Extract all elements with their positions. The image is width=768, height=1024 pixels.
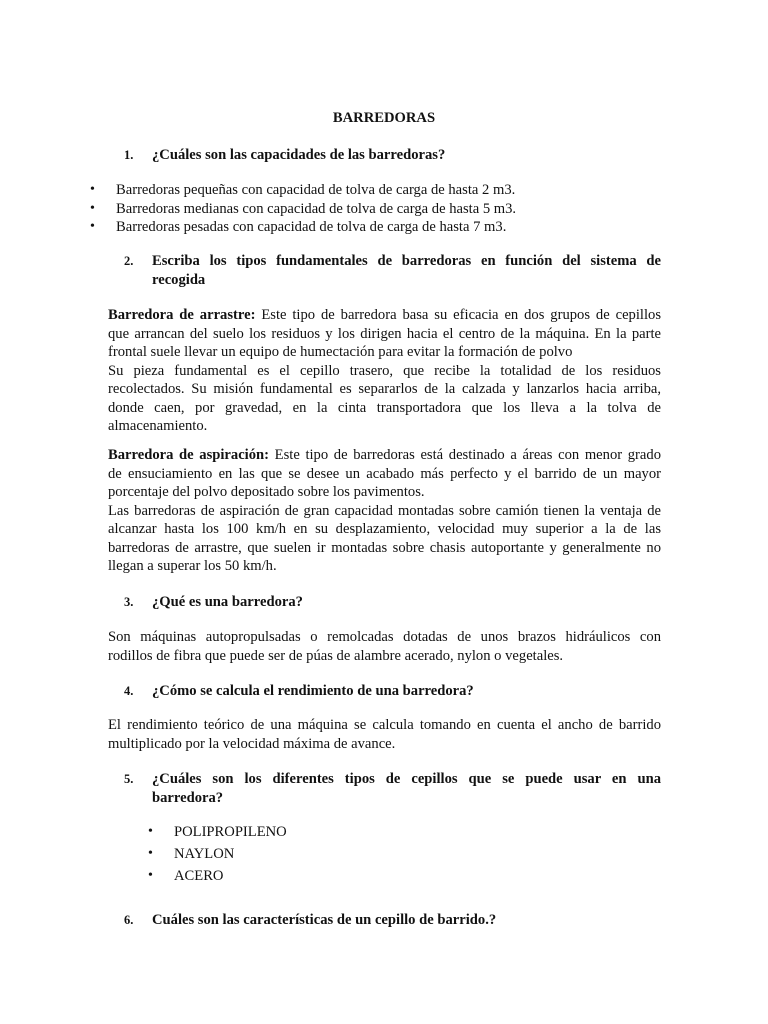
- brush-types-list: [148, 823, 548, 889]
- paragraph-answer-4: El rendimiento teórico de una máquina se calcula tomando en cuenta el ancho de barrido multiplicado por la velocidad máxima de avance.: [108, 717, 661, 752]
- question-4: [124, 682, 661, 701]
- document-title: BARREDORAS: [332, 110, 436, 126]
- question-5: [124, 770, 661, 807]
- question-text: recogida: [152, 271, 206, 288]
- question-text: Escriba los tipos fundamentales de barredoras en función del sistema de: [152, 253, 661, 269]
- paragraph-lead: Barredora de arrastre:: [108, 307, 256, 323]
- list-item: • NAYLON: [148, 846, 235, 862]
- paragraph-answer-3: Son máquinas autopropulsadas o remolcadas dotadas de unos brazos hidráulicos con rodillos de fibra que puede ser de púas de alambre acerado, nylon o vegetales.: [108, 629, 661, 664]
- question-number: 1.: [124, 148, 134, 162]
- question-text: ¿Cuáles son las capacidades de las barredoras?: [152, 147, 446, 163]
- question-3: [124, 593, 661, 612]
- list-item: • Barredoras medianas con capacidad de tolva de carga de hasta 5 m3.: [90, 200, 517, 217]
- capacities-list: [90, 181, 670, 237]
- question-1: [124, 146, 661, 165]
- question-number: 4.: [124, 684, 134, 698]
- bullet-icon: •: [148, 846, 153, 861]
- question-6: [124, 911, 661, 930]
- question-number: 3.: [124, 595, 134, 609]
- question-number: 6.: [124, 913, 134, 927]
- bullet-icon: •: [148, 824, 153, 839]
- question-2: [124, 252, 661, 289]
- bullet-icon: •: [148, 868, 153, 883]
- question-text: ¿Qué es una barredora?: [152, 594, 303, 610]
- question-number: 5.: [124, 772, 134, 786]
- paragraph-aspiracion: Barredora de aspiración: Este tipo de barredoras está destinado a áreas con menor grado de ensuciamiento en las que se desee un acabado más perfecto y el barrido de un mayor porcentaje del polvo depositado sobre los pavimentos. Las barredoras de aspiración de gran capacidad montadas sobre camión tienen la ventaja de alcanzar hasta los 100 km/h en su desplazamiento, velocidad muy superior a la de las barredoras de arrastre, que suelen ir montadas sobre chasis autoportante y generalmente no llegan a superar los 50 km/h.: [108, 447, 661, 574]
- question-text: Cuáles son las características de un cepillo de barrido.?: [152, 912, 497, 928]
- paragraph-lead: Barredora de aspiración:: [108, 447, 270, 463]
- question-text: ¿Cuáles son los diferentes tipos de cepillos que se puede usar en una: [152, 771, 661, 787]
- question-text: barredora?: [152, 789, 224, 806]
- list-item: • ACERO: [148, 868, 224, 884]
- question-text: ¿Cómo se calcula el rendimiento de una barredora?: [152, 683, 474, 699]
- list-item: • Barredoras pequeñas con capacidad de tolva de carga de hasta 2 m3.: [90, 182, 516, 198]
- list-item: • Barredoras pesadas con capacidad de tolva de carga de hasta 7 m3.: [90, 219, 507, 235]
- paragraph-arrastre: Barredora de arrastre: Este tipo de barredora basa su eficacia en dos grupos de cepillos que arrancan del suelo los residuos y los dirigen hacia el centro de la máquina. En la parte frontal suele llevar un equipo de humectación para evitar la formación de polvo Su pieza fundamental es el cepillo trasero, que recibe la totalidad de los residuos recolectados. Su misión fundamental es separarlos de la calzada y lanzarlos hacia arriba, donde caen, por gravedad, en la cinta transportadora que los lleva a la tolva de almacenamiento.: [108, 307, 661, 434]
- bullet-icon: •: [90, 219, 95, 234]
- question-number: 2.: [124, 254, 134, 268]
- bullet-icon: •: [90, 182, 95, 197]
- list-item: • POLIPROPILENO: [148, 824, 287, 840]
- bullet-icon: •: [90, 200, 95, 216]
